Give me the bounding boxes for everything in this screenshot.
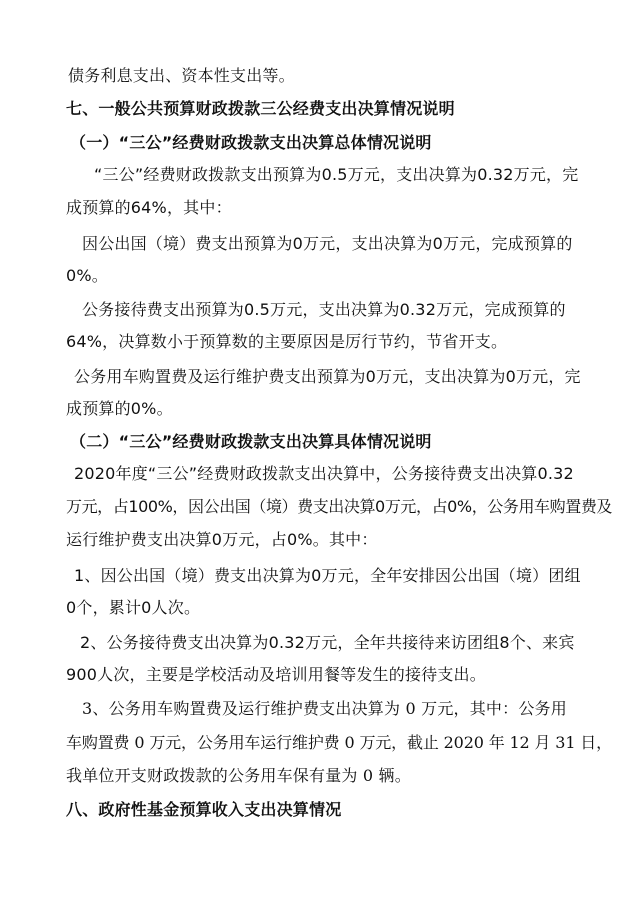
paragraph-reception-line-2: 64%，决算数小于预算数的主要原因是厉行节约，节省开支。: [66, 332, 508, 351]
item-three-line-2: 车购置费 0 万元，公务用车运行维护费 0 万元，截止 2020 年 12 月 31 日，: [66, 733, 612, 752]
paragraph-vehicle-line-1: 公务用车购置费及运行维护费支出预算为0万元，支出决算为0万元，完: [74, 367, 581, 386]
paragraph-total-line-1: “三公”经费财政拨款支出预算为0.5万元，支出决算为0.32万元，完: [94, 165, 579, 184]
paragraph-detail-line-2: 万元，占100%，因公出国（境）费支出决算0万元，占0%，公务用车购置费及: [66, 497, 612, 516]
paragraph-total-line-2: 成预算的64%，其中：: [66, 198, 232, 217]
item-three-line-3: 我单位开支财政拨款的公务用车保有量为 0 辆。: [66, 766, 411, 785]
paragraph-abroad-line-1: 因公出国（境）费支出预算为0万元，支出决算为0万元，完成预算的: [82, 234, 573, 253]
item-two-line-2: 900人次，主要是学校活动及培训用餐等发生的接待支出。: [66, 665, 486, 684]
paragraph-detail-line-1: 2020年度“三公”经费财政拨款支出决算中，公务接待费支出决算0.32: [74, 464, 574, 483]
paragraph-detail-line-3: 运行维护费支出决算0万元，占0%。其中：: [66, 530, 378, 549]
section-heading-eight: 八、政府性基金预算收入支出决算情况: [66, 800, 342, 819]
text-line-debt-interest: 债务利息支出、资本性支出等。: [68, 66, 295, 85]
paragraph-abroad-line-2: 0%。: [66, 266, 108, 285]
item-one-line-2: 0个，累计0人次。: [66, 598, 201, 617]
item-one-line-1: 1、因公出国（境）费支出决算为0万元，全年安排因公出国（境）团组: [74, 566, 581, 585]
item-two-line-1: 2、公务接待费支出决算为0.32万元，全年共接待来访团组8个、来宾: [80, 633, 575, 652]
section-heading-seven: 七、一般公共预算财政拨款三公经费支出决算情况说明: [66, 99, 455, 118]
paragraph-reception-line-1: 公务接待费支出预算为0.5万元，支出决算为0.32万元，完成预算的: [82, 300, 566, 319]
paragraph-vehicle-line-2: 成预算的0%。: [66, 399, 173, 418]
item-three-line-1: 3、公务用车购置费及运行维护费支出决算为 0 万元，其中：公务用: [82, 699, 567, 718]
subsection-heading-two: （二）“三公”经费财政拨款支出决算具体情况说明: [70, 432, 432, 451]
subsection-heading-one: （一）“三公”经费财政拨款支出决算总体情况说明: [70, 133, 432, 152]
